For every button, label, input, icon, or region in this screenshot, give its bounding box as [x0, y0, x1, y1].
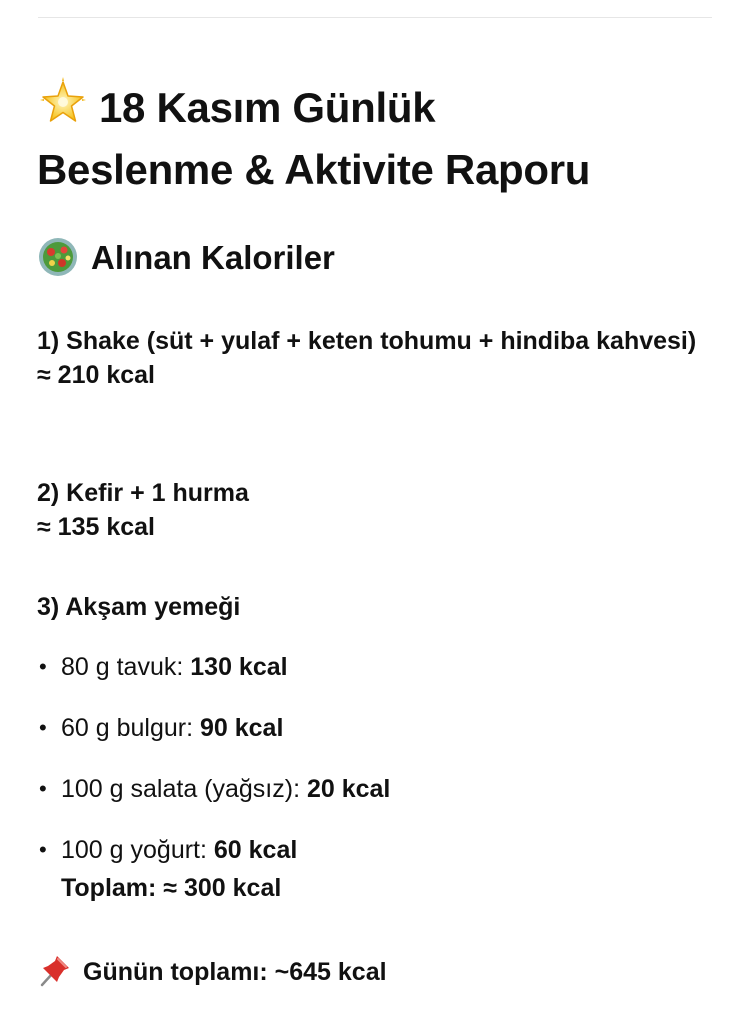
list-item — [37, 650, 727, 684]
top-divider — [38, 17, 712, 18]
meal-1-label: 1) Shake (süt + yulaf + keten tohumu + hindiba kahvesi) — [37, 327, 697, 355]
bullet: • — [39, 837, 47, 862]
section-heading-label: Alınan Kaloriler — [91, 239, 335, 276]
meal-1 — [37, 324, 727, 392]
meal-3 — [37, 590, 727, 624]
list-item — [37, 833, 727, 905]
day-total — [37, 952, 387, 990]
day-total-text: Günün toplamı: ~645 kcal — [83, 958, 387, 986]
item-kcal: 90 kcal — [200, 714, 284, 742]
meal-2-label: 2) Kefir + 1 hurma — [37, 479, 249, 507]
salad-icon — [37, 236, 79, 278]
item-name: 100 g salata (yağsız): — [61, 775, 301, 803]
item-name: 80 g tavuk: — [61, 653, 184, 681]
bullet: • — [39, 654, 47, 679]
meal-1-calories: ≈ 210 kcal — [37, 361, 155, 389]
title-line-2: Beslenme & Aktivite Raporu — [37, 146, 591, 193]
list-item — [37, 772, 727, 806]
section-heading — [37, 236, 335, 280]
star-icon — [37, 76, 89, 128]
item-kcal: 60 kcal — [213, 836, 298, 864]
dinner-item-list — [37, 650, 727, 905]
report-title — [37, 76, 727, 201]
list-item — [37, 711, 727, 745]
meal-3-label: 3) Akşam yemeği — [37, 593, 241, 621]
item-kcal: 130 kcal — [190, 653, 288, 681]
item-name: 100 g yoğurt: — [61, 836, 207, 864]
pushpin-icon — [37, 952, 73, 988]
dinner-total: Toplam: ≈ 300 kcal — [61, 874, 282, 902]
item-name: 60 g bulgur: — [61, 714, 194, 742]
bullet: • — [39, 715, 47, 740]
meal-2 — [37, 476, 727, 544]
bullet: • — [39, 776, 47, 801]
item-kcal: 20 kcal — [306, 775, 391, 803]
title-line-1: 18 Kasım Günlük — [99, 84, 436, 131]
meal-2-calories: ≈ 135 kcal — [37, 513, 155, 541]
